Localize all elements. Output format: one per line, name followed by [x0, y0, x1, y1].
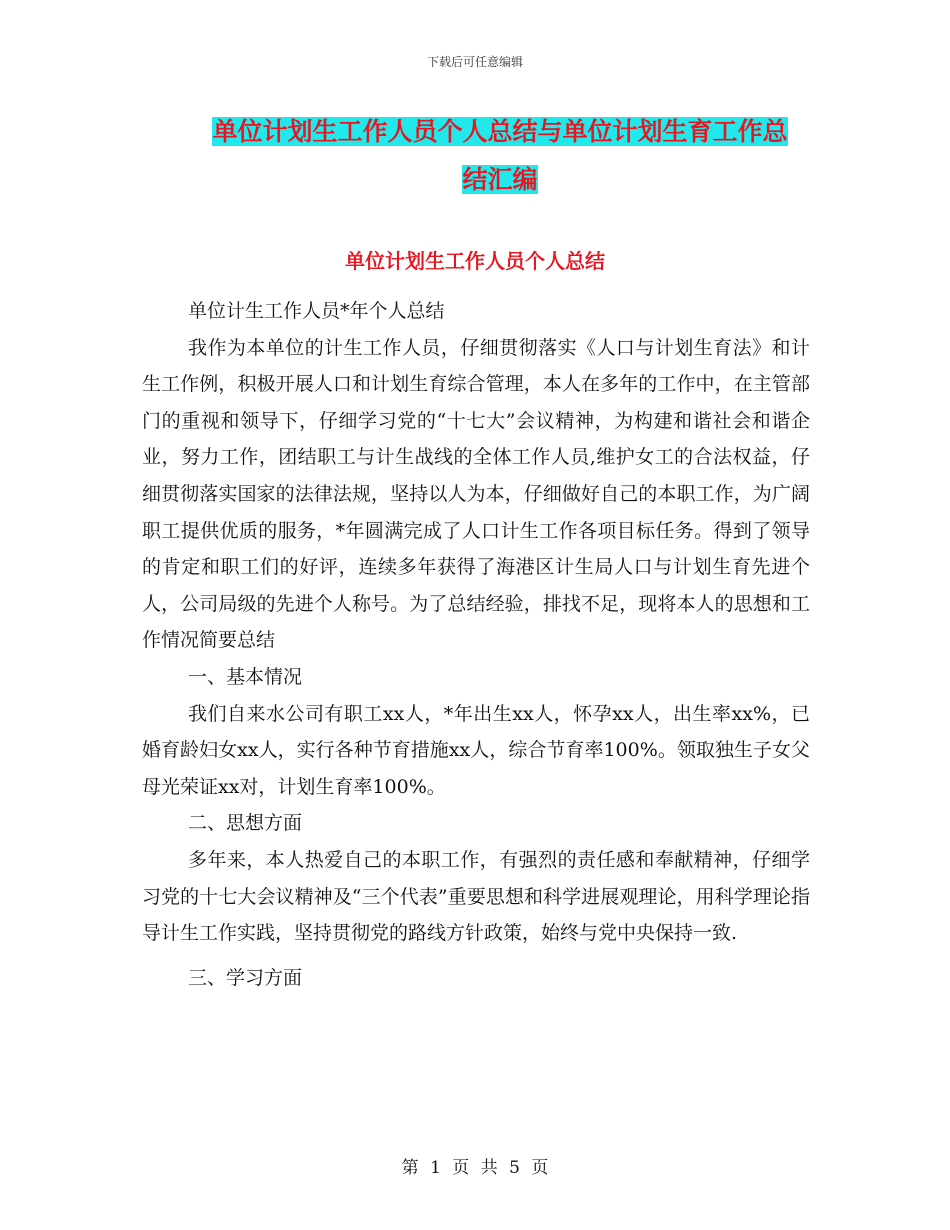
document-title	[150, 108, 850, 204]
heading-basic-situation: 一、基本情况	[188, 665, 303, 688]
document-title-line2: 结汇编	[462, 165, 538, 194]
heading-study: 三、学习方面	[188, 966, 303, 989]
heading-thought: 二、思想方面	[188, 812, 303, 835]
thought-paragraph: 多年来，本人热爱自己的本职工作，有强烈的责任感和奉献精神，仔细学习党的十七大会议精神及“三个代表”重要思想和科学进展观理论，用科学理论指导计生工作实践，坚持贯彻党的路线方针政策，始终与党中央保持一致.	[142, 848, 810, 945]
section-title: 单位计划生工作人员个人总结	[345, 249, 605, 273]
page-footer: 第 1 页 共 5 页	[401, 1158, 549, 1178]
basic-situation-paragraph: 我们自来水公司有职工xx人，*年出生xx人，怀孕xx人，出生率xx%，已婚育龄妇女xx人，实行各种节育措施xx人，综合节育率100%。领取独生子女父母光荣证xx对，计划生育率100%。	[142, 702, 810, 798]
header-note: 下载后可任意编辑	[426, 55, 523, 69]
main-paragraph: 我作为本单位的计生工作人员，仔细贯彻落实《人口与计划生育法》和计生工作例，积极开展人口和计划生育综合管理，本人在多年的工作中，在主管部门的重视和领导下，仔细学习党的“十七大”会议精神，为构建和谐社会和谐企业，努力工作，团结职工与计生战线的全体工作人员,维护女工的合法权益，仔细贯彻落实国家的法律法规，坚持以人为本，仔细做好自己的本职工作，为广阔职工提供优质的服务，*年圆满完成了人口计生工作各项目标任务。得到了领导的肯定和职工们的好评，连续多年获得了海港区计生局人口与计划生育先进个人，公司局级的先进个人称号。为了总结经验，排找不足，现将本人的思想和工作情况简要总结	[142, 336, 810, 652]
document-body	[142, 293, 810, 996]
intro-paragraph: 单位计生工作人员*年个人总结	[188, 300, 445, 322]
document-title-line1: 单位计划生工作人员个人总结与单位计划生育工作总	[212, 117, 788, 146]
